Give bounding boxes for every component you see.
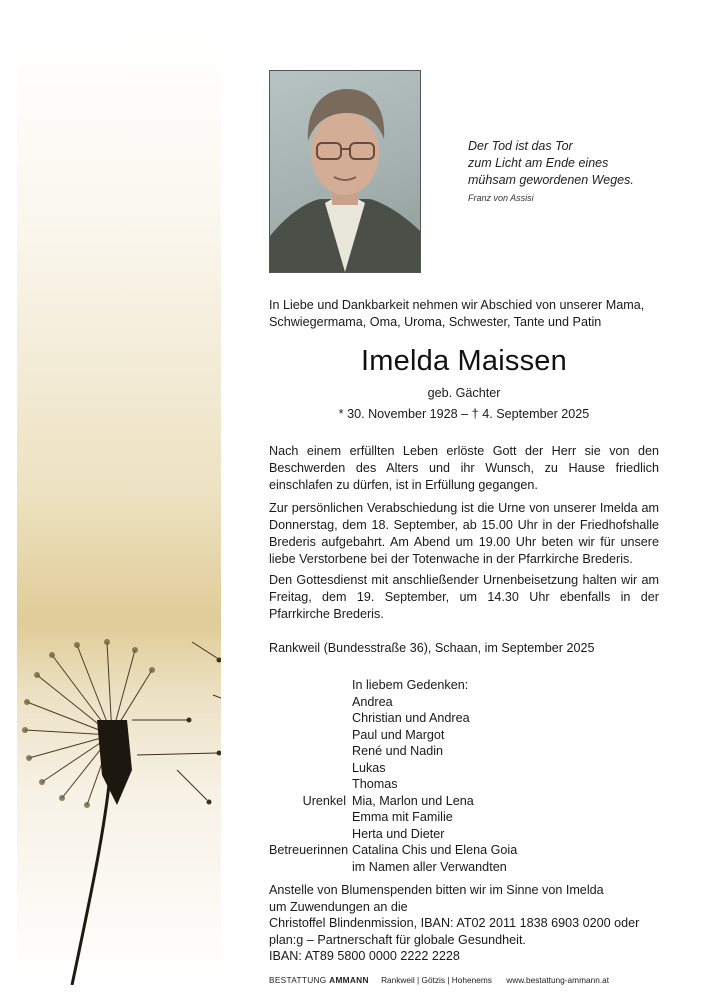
quote-line: zum Licht am Ende eines <box>468 156 609 170</box>
quote <box>468 138 634 189</box>
maiden-name: geb. Gächter <box>427 386 501 400</box>
list-item: Betreuerinnen Catalina Chis und Elena Goia <box>269 843 518 857</box>
donation-line: IBAN: AT89 5800 0000 2222 2228 <box>269 949 460 964</box>
list-item: Emma mit Familie <box>352 810 453 824</box>
paragraph: Zur persönlichen Verabschiedung ist die Urne von unserer Imelda am Donnerstag, dem 18. September, ab 15.00 Uhr in der Friedhofshalle Brederis aufgebahrt. Am Abend um 19.00 Uhr beten wir für unsere liebe Verstorbene bei der Totenwache in der Pfarrkirche Brederis. <box>269 501 659 566</box>
donation-line: um Zuwendungen an die <box>269 899 408 914</box>
donation-line: Christoffel Blindenmission, IBAN: AT02 2011 1838 6903 0200 oder <box>269 916 640 931</box>
paragraph: Den Gottesdienst mit anschließender Urnenbeisetzung halten wir am Freitag, dem 19. September, um 14.30 Uhr ebenfalls in der Pfarrkirche Brederis. <box>269 573 659 621</box>
quote-line: mühsam gewordenen Weges. <box>468 173 634 187</box>
list-item: Thomas <box>352 777 398 791</box>
mourners-heading: In liebem Gedenken: <box>352 678 469 692</box>
portrait-photo <box>269 70 421 273</box>
dandelion-icon <box>17 30 221 985</box>
donation-line: plan:g – Partnerschaft für globale Gesundheit. <box>269 932 526 947</box>
quote-author: Franz von Assisi <box>468 193 534 203</box>
quote-line: Der Tod ist das Tor <box>468 139 573 153</box>
footer <box>269 975 609 985</box>
list-item: im Namen aller Verwandten <box>352 859 507 874</box>
donation-line: Anstelle von Blumenspenden bitten wir im Sinne von Imelda <box>269 883 604 897</box>
betreuer-label: Betreuerinnen <box>269 843 349 857</box>
paragraph: Nach einem erfüllten Leben erlöste Gott der Herr sie von den Beschwerden des Alters und ihr Wunsch, zu Hause friedlich einschlafen zu dürfen, ist in Erfüllung gegangen. <box>269 444 659 492</box>
footer-locations: Rankweil | Götzis | Hohenems <box>381 975 492 985</box>
list-item: Herta und Dieter <box>352 826 445 841</box>
list-item: Andrea <box>352 694 393 709</box>
footer-website: www.bestattung-ammann.at <box>506 975 610 985</box>
urenkel-label: Urenkel <box>302 793 346 808</box>
decorative-side-panel <box>17 30 221 985</box>
place-date: Rankweil (Bundesstraße 36), Schaan, im September 2025 <box>269 641 595 655</box>
funeral-home-brand: BESTATTUNG AMMANN <box>269 975 369 985</box>
list-item: René und Nadin <box>352 744 444 758</box>
life-dates: * 30. November 1928 – † 4. September 2025 <box>338 407 590 421</box>
list-item: Urenkel Mia, Marlon und Lena <box>269 793 517 810</box>
list-item: Christian und Andrea <box>352 711 470 725</box>
mourners-list <box>269 677 517 875</box>
list-item: Lukas <box>352 760 386 775</box>
list-item: Paul und Margot <box>352 727 445 742</box>
deceased-name: Imelda Maissen <box>361 345 567 377</box>
list-item <box>269 677 517 694</box>
donation-note <box>269 882 659 965</box>
intro-text: In Liebe und Dankbarkeit nehmen wir Abschied von unserer Mama, Schwiegermama, Oma, Uroma, Schwester, Tante und Patin <box>269 298 645 329</box>
